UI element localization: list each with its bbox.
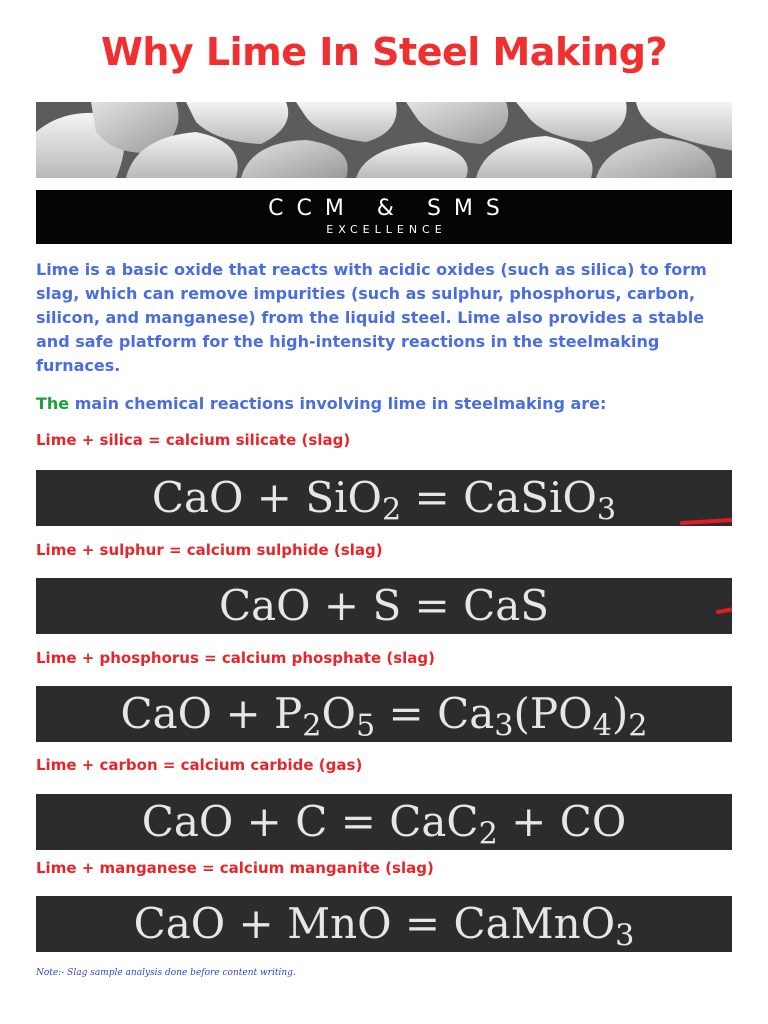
page-title: Why Lime In Steel Making? bbox=[100, 30, 668, 74]
formula-text: CaO + SiO bbox=[151, 473, 382, 522]
equation-formula bbox=[36, 578, 732, 634]
formula-subscript: 3 bbox=[596, 492, 617, 526]
red-pen-mark bbox=[676, 512, 732, 526]
formula-subscript: 2 bbox=[381, 492, 402, 526]
lead-first-word: The bbox=[36, 394, 70, 413]
formula-text: CaO + C = CaC bbox=[141, 797, 479, 846]
limestone-rocks-image bbox=[36, 102, 732, 178]
reaction-label: Lime + silica = calcium silicate (slag) bbox=[36, 431, 351, 449]
limestone-photo bbox=[36, 102, 732, 178]
formula-subscript: 4 bbox=[592, 708, 612, 742]
formula-subscript: 2 bbox=[302, 708, 322, 742]
equation-banner bbox=[36, 896, 732, 952]
equation-formula bbox=[36, 686, 732, 742]
equation-banner bbox=[36, 470, 732, 526]
reaction-label: Lime + carbon = calcium carbide (gas) bbox=[36, 756, 363, 774]
red-pen-mark bbox=[712, 600, 732, 620]
equation-formula bbox=[36, 470, 732, 526]
lead-rest: main chemical reactions involving lime in steelmaking are: bbox=[69, 394, 607, 413]
formula-text: + CO bbox=[497, 797, 627, 846]
formula-text: ) bbox=[611, 689, 629, 738]
formula-text: CaO + S = CaS bbox=[218, 581, 550, 630]
formula-text: (PO bbox=[513, 689, 593, 738]
equation-banner bbox=[36, 578, 732, 634]
brand-name: CCM & SMS bbox=[268, 196, 513, 221]
formula-subscript: 3 bbox=[615, 918, 635, 952]
formula-text: CaO + P bbox=[120, 689, 303, 738]
brand-banner bbox=[36, 190, 732, 244]
equation-banner bbox=[36, 686, 732, 742]
equation-banner bbox=[36, 794, 732, 850]
formula-subscript: 2 bbox=[628, 708, 648, 742]
intro-paragraph: Lime is a basic oxide that reacts with acidic oxides (such as silica) to form slag, which can remove impurities (such as sulphur, phosphorus, carbon, silicon, and manganese) from the liquid steel. Lime also provides a stable and safe platform for the high-intensity reactions in the steelmaking furnaces. bbox=[36, 260, 707, 375]
formula-subscript: 5 bbox=[355, 708, 376, 742]
formula-text: = Ca bbox=[375, 689, 495, 738]
formula-subscript: 3 bbox=[494, 708, 514, 742]
reactions-lead bbox=[36, 393, 606, 415]
footnote: Note:- Slag sample analysis done before content writing. bbox=[36, 968, 296, 978]
formula-text: = CaSiO bbox=[401, 473, 597, 522]
formula-subscript: 2 bbox=[478, 816, 498, 850]
reaction-label: Lime + manganese = calcium manganite (slag) bbox=[36, 859, 434, 877]
reaction-label: Lime + sulphur = calcium sulphide (slag) bbox=[36, 541, 383, 559]
brand-tagline: EXCELLENCE bbox=[326, 223, 447, 236]
equation-formula bbox=[36, 794, 732, 850]
reaction-label: Lime + phosphorus = calcium phosphate (slag) bbox=[36, 649, 436, 667]
formula-text: O bbox=[321, 689, 356, 738]
formula-text: CaO + MnO = CaMnO bbox=[133, 899, 616, 948]
equation-formula bbox=[36, 896, 732, 952]
